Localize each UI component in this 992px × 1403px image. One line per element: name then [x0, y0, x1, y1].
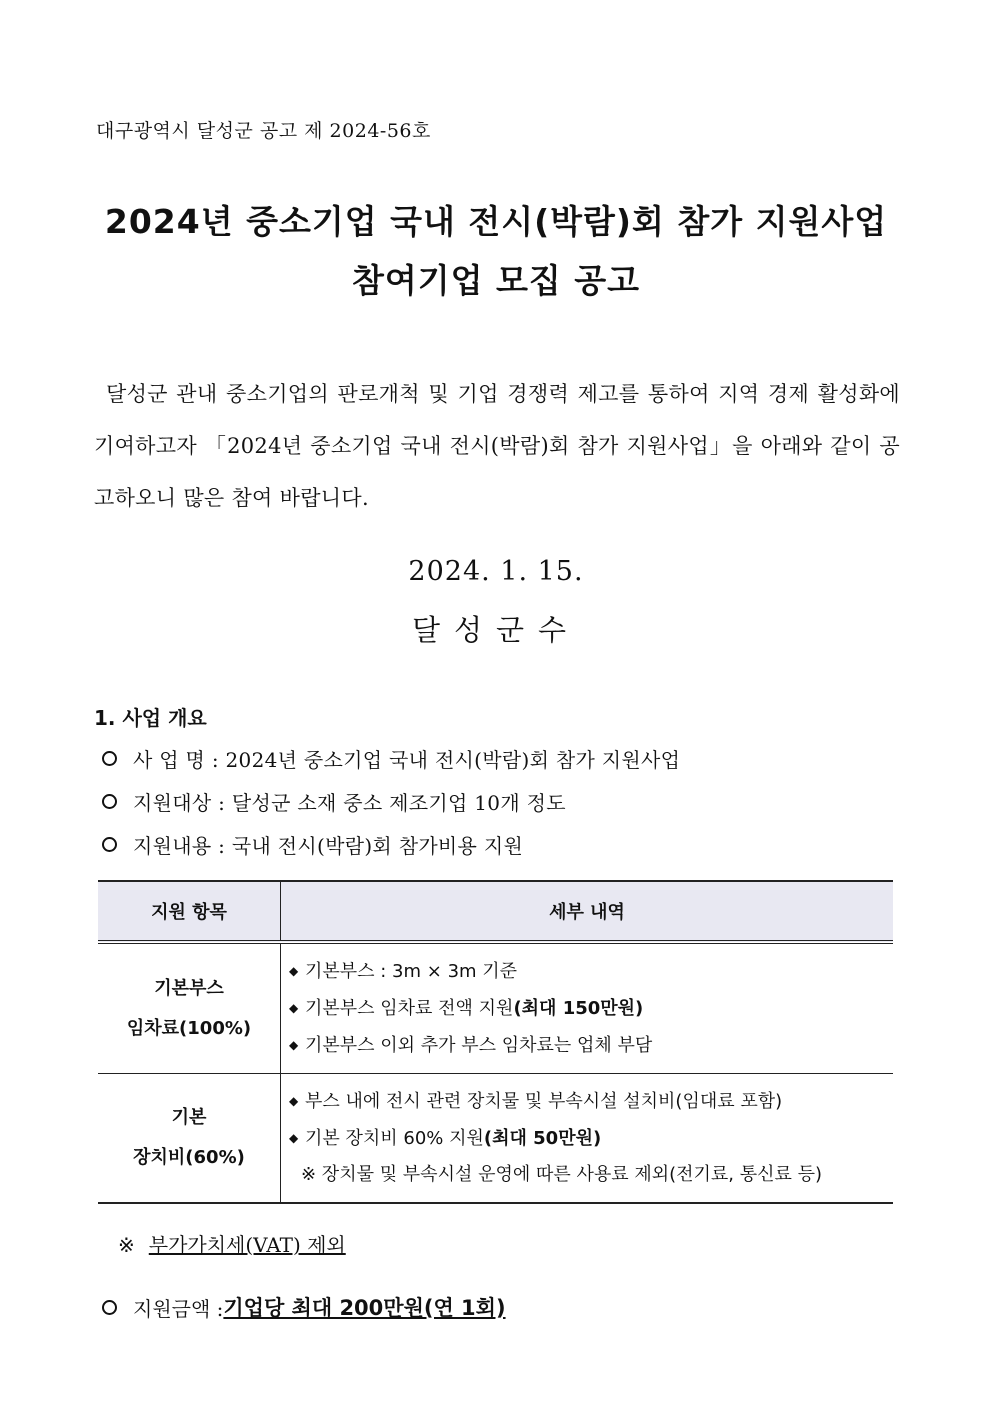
detail-line [289, 990, 893, 1027]
circle-bullet-icon [102, 751, 117, 766]
table-details-cell [281, 1074, 894, 1204]
detail-line [289, 1027, 893, 1064]
item-label: 임차료(100%) [126, 1017, 252, 1039]
overview-item-text: 사 업 명 : 2024년 중소기업 국내 전시(박람)회 참가 지원사업 [133, 748, 681, 772]
title-line-2: 참여기업 모집 공고 [351, 261, 640, 300]
overview-item-text: 지원대상 : 달성군 소재 중소 제조기업 10개 정도 [133, 791, 566, 815]
notice-date: 2024. 1. 15. [408, 556, 584, 587]
detail-text: 부스 내에 전시 관련 장치물 및 부속시설 설치비(임대료 포함) [305, 1091, 783, 1112]
vat-note [118, 1229, 346, 1258]
overview-item-name [102, 744, 680, 773]
table-details-cell [281, 942, 894, 1074]
overview-item-text: 지원내용 : 국내 전시(박람)회 참가비용 지원 [133, 834, 524, 858]
detail-text: 기본부스 : 3m × 3m 기준 [305, 961, 518, 982]
detail-text: 기본부스 이외 추가 부스 임차료는 업체 부담 [305, 1035, 653, 1056]
notice-number: 대구광역시 달성군 공고 제 2024-56호 [96, 120, 431, 142]
detail-line [289, 1083, 893, 1120]
vat-note-text: 부가가치세(VAT) 제외 [148, 1233, 346, 1257]
detail-text: 기본 장치비 60% 지원 [305, 1128, 484, 1149]
detail-line [289, 953, 893, 990]
intro-paragraph: 달성군 관내 중소기업의 판로개척 및 기업 경쟁력 제고를 통하여 지역 경제 활성화에 기여하고자 「2024년 중소기업 국내 전시(박람)회 참가 지원사업」을 아래와 같이 공고하오니 많은 참여 바랍니다. [94, 382, 900, 510]
circle-bullet-icon [102, 794, 117, 809]
item-label: 장치비(60%) [133, 1147, 245, 1168]
diamond-bullet-icon: ◆ [289, 1001, 299, 1015]
table-header-row [98, 881, 893, 942]
item-label: 기본 [171, 1107, 207, 1128]
detail-line [289, 1120, 893, 1157]
diamond-bullet-icon: ◆ [289, 1131, 299, 1145]
support-amount-value: 기업당 최대 200만원(연 1회) [223, 1296, 506, 1320]
circle-bullet-icon [102, 837, 117, 852]
signer: 달성군수 [411, 613, 581, 647]
overview-item-target [102, 787, 566, 816]
detail-bold-text: (최대 50만원) [483, 1128, 602, 1149]
support-amount-label: 지원금액 : [133, 1296, 224, 1321]
overview-item-content [102, 830, 523, 859]
diamond-bullet-icon: ◆ [289, 964, 299, 978]
table-item-cell [98, 1074, 281, 1204]
circle-bullet-icon [102, 1300, 117, 1315]
diamond-bullet-icon: ◆ [289, 1094, 299, 1108]
detail-text: 기본부스 임차료 전액 지원 [305, 998, 514, 1019]
support-table [98, 880, 893, 1204]
table-header-details: 세부 내역 [281, 881, 894, 942]
title-line-1: 2024년 중소기업 국내 전시(박람)회 참가 지원사업 [104, 202, 888, 241]
support-amount [102, 1292, 506, 1322]
section-heading: 1. 사업 개요 [94, 706, 207, 730]
table-row [98, 942, 893, 1074]
item-label: 기본부스 [154, 977, 224, 999]
detail-bold-text: (최대 150만원) [513, 998, 644, 1019]
diamond-bullet-icon: ◆ [289, 1038, 299, 1052]
table-row [98, 1074, 893, 1204]
table-item-cell [98, 942, 281, 1074]
table-header-item: 지원 항목 [98, 881, 281, 942]
note-symbol: ※ [118, 1233, 135, 1257]
detail-note: ※ 장치물 및 부속시설 운영에 따른 사용료 제외(전기료, 통신료 등) [301, 1164, 823, 1185]
